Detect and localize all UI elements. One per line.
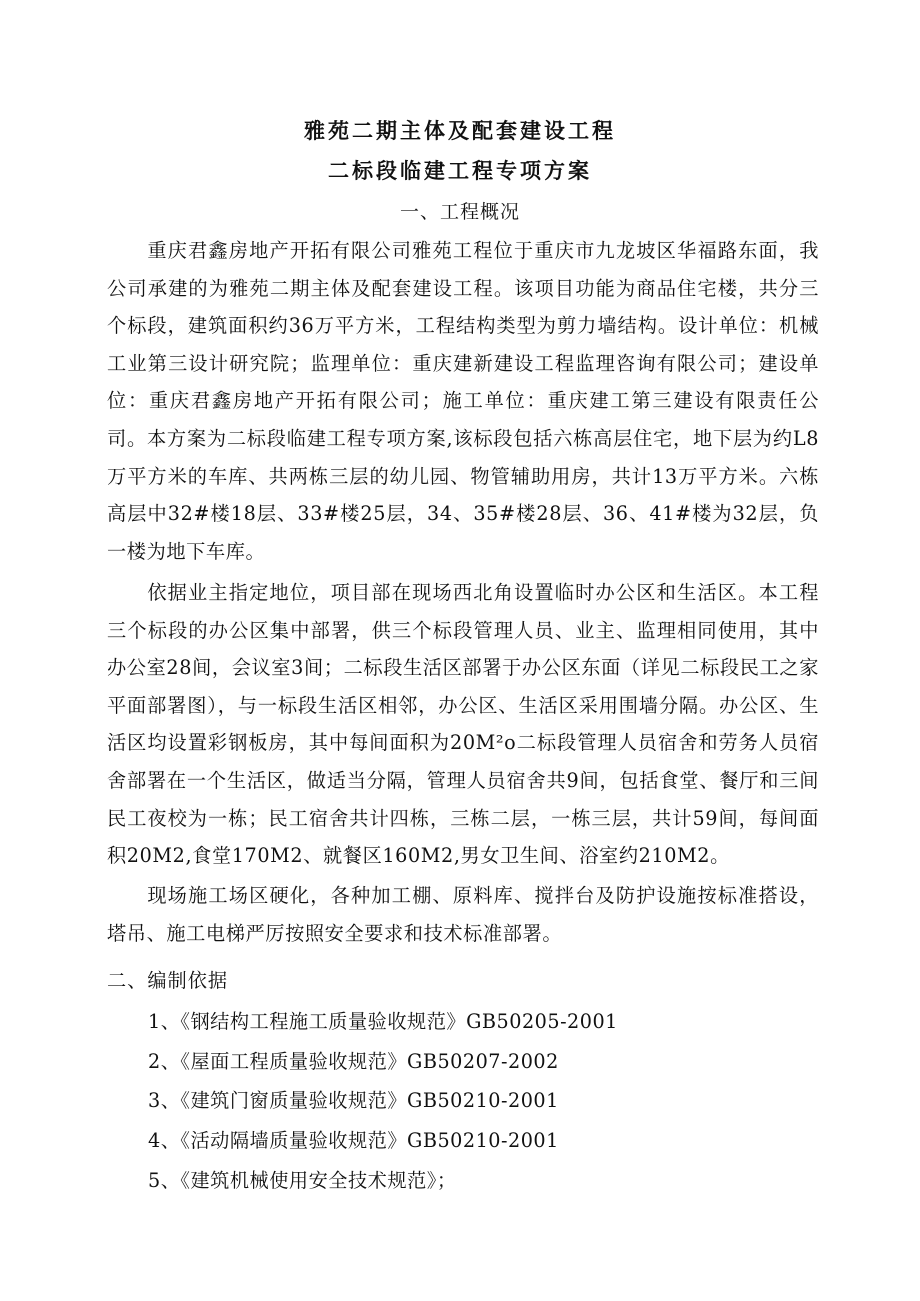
paragraph3-text: 现场施工场区硬化，各种加工棚、原料库、搅拌台及防护设施按标准搭设，塔吊、施工电梯严厉按照安全要求和技术标准部署。	[107, 884, 819, 945]
paragraph1-text: 重庆君鑫房地产开拓有限公司雅苑工程位于重庆市九龙坡区华福路东面，我公司承建的为雅苑二期主体及配套建设工程。该项目功能为商品住宅楼，共分三个标段，建筑面积约36万平方米，工程结构类型为剪力墙结构。设计单位：机械工业第三设计研究院；监理单位：重庆建新建设工程监理咨询有限公司；建设单位：重庆君鑫房地产开拓有限公司；施工单位：重庆建工第三建设有限责任公司。本方案为二标段临建工程专项方案,该标段包括六栋高层住宅，地下层为约L8万平方米的车库、共两栋三层的幼儿园、物管辅助用房，共计13万平方米。六栋高层中32#楼18层、33#楼25层，34、35#楼28层、36、41#楼为32层，负一楼为地下车库。	[107, 239, 819, 563]
paragraph2-text: 依据业主指定地位，项目部在现场西北角设置临时办公区和生活区。本工程三个标段的办公区集中部署，供三个标段管理人员、业主、监理相同使用，其中办公室28间，会议室3间；二标段生活区部署于办公区东面（详见二标段民工之家平面部署图），与一标段生活区相邻，办公区、生活区采用围墙分隔。办公区、生活区均设置彩钢板房，其中每间面积为20M²o二标段管理人员宿舍和劳务人员宿舍部署在一个生活区，做适当分隔，管理人员宿舍共9间，包括食堂、餐厅和三间民工夜校为一栋；民工宿舍共计四栋，三栋二层，一栋三层，共计59间，每间面积20M2,食堂170M2、就餐区160M2,男女卫生间、浴室约210M2。	[107, 581, 819, 868]
reference-item: 3、《建筑门窗质量验收规范》GB50210-2001	[148, 1089, 559, 1112]
reference-item: 5、《建筑机械使用安全技术规范》；	[148, 1169, 457, 1192]
paragraph-site-hardening	[107, 877, 819, 952]
paragraph-project-overview	[107, 232, 819, 570]
reference-item: 4、《活动隔墙质量验收规范》GB50210-2001	[148, 1129, 559, 1152]
section1-heading: 一、工程概况	[399, 201, 520, 223]
document-title-line2: 二标段临建工程专项方案	[328, 158, 592, 183]
paragraph-site-layout	[107, 574, 819, 875]
reference-item: 2、《屋面工程质量验收规范》GB50207-2002	[148, 1050, 559, 1073]
document-title-line1: 雅苑二期主体及配套建设工程	[304, 118, 616, 143]
section2-heading: 二、编制依据	[107, 969, 229, 992]
reference-item: 1、《钢结构工程施工质量验收规范》GB50205-2001	[148, 1010, 618, 1033]
